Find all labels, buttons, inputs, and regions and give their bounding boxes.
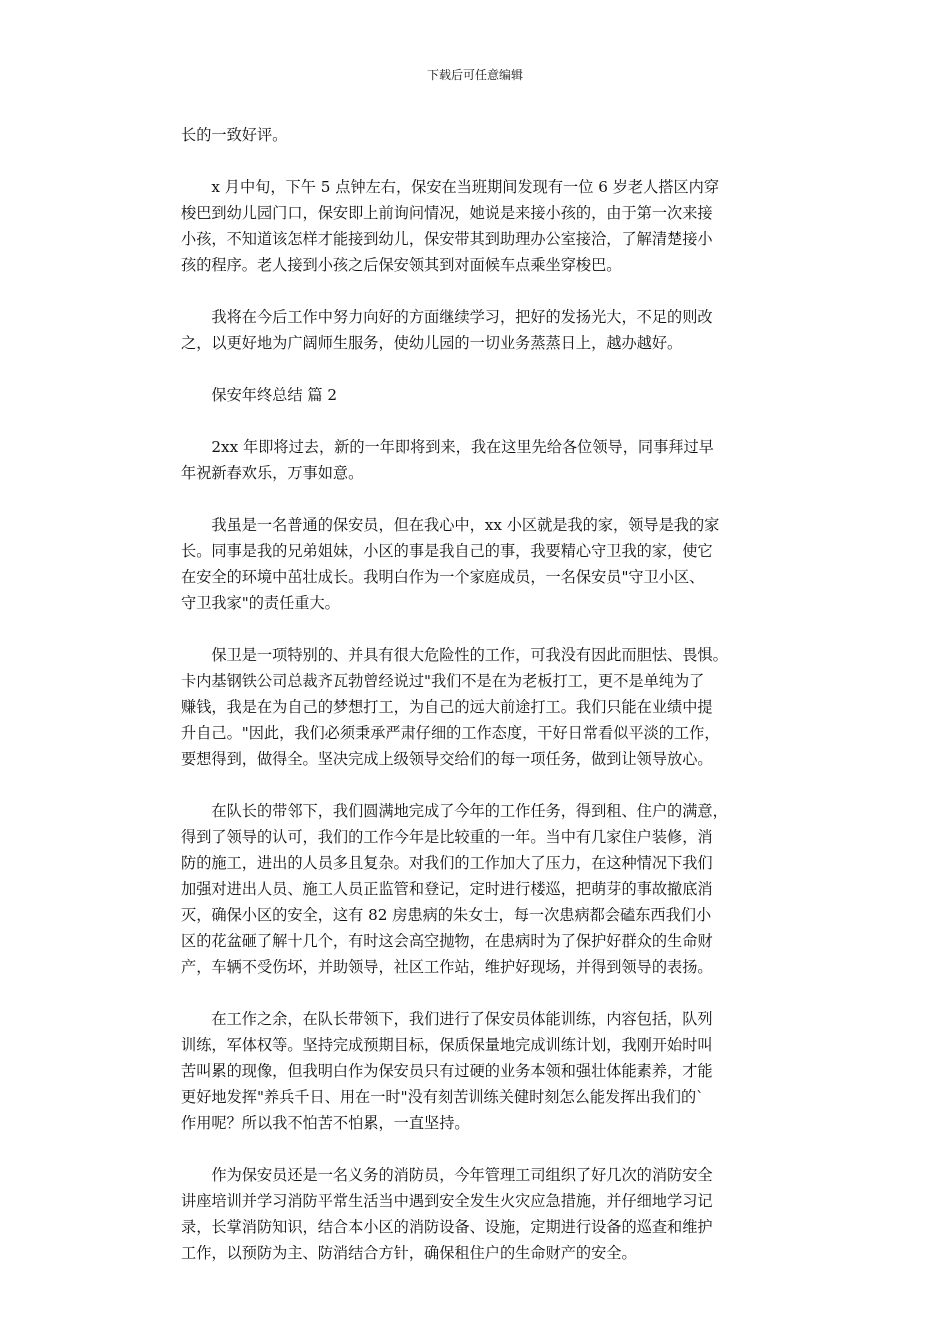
text-line: 防的施工，进出的人员多且复杂。对我们的工作加大了压力，在这种情况下我们: [181, 854, 713, 872]
text-line: 产，车辆不受伤坏，并助领导，社区工作站，维护好现场，并得到领导的表扬。: [181, 958, 713, 976]
text-line: 灭，确保小区的安全，这有 82 房患病的朱女士，每一次患病都会磕东西我们小: [181, 906, 712, 924]
text-line: 赚钱，我是在为自己的梦想打工，为自己的远大前途打工。我们只能在业绩中提: [181, 698, 713, 716]
paragraph: [181, 174, 771, 278]
text-line: 之，以更好地为广阔师生服务，使幼儿园的一切业务蒸蒸日上，越办越好。: [181, 334, 683, 352]
paragraph-gap: [181, 616, 771, 642]
paragraph-gap: [181, 278, 771, 304]
text-line: 更好地发挥"养兵千日、用在一时"没有刻苦训练关健时刻怎么能发挥出我们的`: [181, 1088, 704, 1106]
text-line: 我虽是一名普通的保安员，但在我心中，xx 小区就是我的家，领导是我的家: [211, 516, 720, 534]
paragraph-gap: [181, 148, 771, 174]
paragraph-gap: [181, 980, 771, 1006]
text-line: 年祝新春欢乐，万事如意。: [181, 464, 364, 482]
text-line: 2xx 年即将过去，新的一年即将到来，我在这里先给各位领导，同事拜过早: [211, 438, 714, 456]
text-line: x 月中旬，下午 5 点钟左右，保安在当班期间发现有一位 6 岁老人搭区内穿: [211, 178, 720, 196]
text-line: 在工作之余，在队长带领下，我们进行了保安员体能训练，内容包括，队列: [211, 1010, 713, 1028]
paragraph: [181, 304, 771, 356]
paragraph: [181, 122, 771, 148]
text-line: 保安年终总结 篇 2: [211, 386, 338, 404]
paragraph-gap: [181, 486, 771, 512]
text-line: 得到了领导的认可，我们的工作今年是比较重的一年。当中有几家住户装修，消: [181, 828, 713, 846]
document-body: [181, 122, 771, 1266]
paragraph: [181, 1006, 771, 1136]
paragraph-gap: [181, 356, 771, 382]
paragraph: [181, 512, 771, 616]
text-line: 作为保安员还是一名义务的消防员，今年管理工司组织了好几次的消防安全: [211, 1166, 713, 1184]
text-line: 苦叫累的现像，但我明白作为保安员只有过硬的业务本领和强壮体能素养，才能: [181, 1062, 713, 1080]
page-header: 下载后可任意编辑: [426, 68, 523, 82]
text-line: 长。同事是我的兄弟姐妹，小区的事是我自己的事，我要精心守卫我的家，使它: [181, 542, 713, 560]
text-line: 卡内基钢铁公司总裁齐瓦勃曾经说过"我们不是在为老板打工，更不是单纯为了: [181, 672, 705, 690]
paragraph: [181, 382, 771, 408]
text-line: 加强对进出人员、施工人员正监管和登记，定时进行楼巡，把萌芽的事故撤底消: [181, 880, 713, 898]
paragraph: [181, 434, 771, 486]
text-line: 讲座培训并学习消防平常生活当中遇到安全发生火灾应急措施，并仔细地学习记: [181, 1192, 713, 1210]
paragraph-gap: [181, 408, 771, 434]
text-line: 孩的程序。老人接到小孩之后保安领其到对面候车点乘坐穿梭巴。: [181, 256, 622, 274]
paragraph-gap: [181, 1136, 771, 1162]
text-line: 守卫我家"的责任重大。: [181, 594, 340, 612]
text-line: 在队长的带邻下，我们圆满地完成了今年的工作任务，得到租、住户的满意，: [211, 802, 728, 820]
text-line: 工作，以预防为主、防消结合方针，确保租住户的生命财产的安全。: [181, 1244, 637, 1262]
text-line: 训练，军体权等。坚持完成预期目标，保质保量地完成训练计划，我刚开始时叫: [181, 1036, 713, 1054]
text-line: 升自己。"因此，我们必须秉承严肃仔细的工作态度，干好日常看似平淡的工作，: [181, 724, 720, 742]
text-line: 长的一致好评。: [181, 126, 288, 144]
paragraph: [181, 1162, 771, 1266]
text-line: 录，长掌消防知识，结合本小区的消防设备、设施，定期进行设备的巡查和维护: [181, 1218, 713, 1236]
paragraph: [181, 642, 771, 772]
text-line: 梭巴到幼儿园门口，保安即上前询问情况，她说是来接小孩的，由于第一次来接: [181, 204, 713, 222]
text-line: 我将在今后工作中努力向好的方面继续学习，把好的发扬光大，不足的则改: [211, 308, 713, 326]
text-line: 要想得到，做得全。坚决完成上级领导交给们的每一项任务，做到让领导放心。: [181, 750, 713, 768]
paragraph-gap: [181, 772, 771, 798]
text-line: 区的花盆砸了解十几个，有时这会高空抛物，在患病时为了保护好群众的生命财: [181, 932, 713, 950]
text-line: 在安全的环境中茁壮成长。我明白作为一个家庭成员，一名保安员"守卫小区、: [181, 568, 705, 586]
text-line: 保卫是一项特别的、并具有很大危险性的工作，可我没有因此而胆怯、畏惧。: [211, 646, 728, 664]
paragraph: [181, 798, 771, 980]
text-line: 小孩，不知道该怎样才能接到幼儿，保安带其到助理办公室接洽，了解清楚接小: [181, 230, 713, 248]
text-line: 作用呢？所以我不怕苦不怕累，一直坚持。: [181, 1114, 470, 1132]
